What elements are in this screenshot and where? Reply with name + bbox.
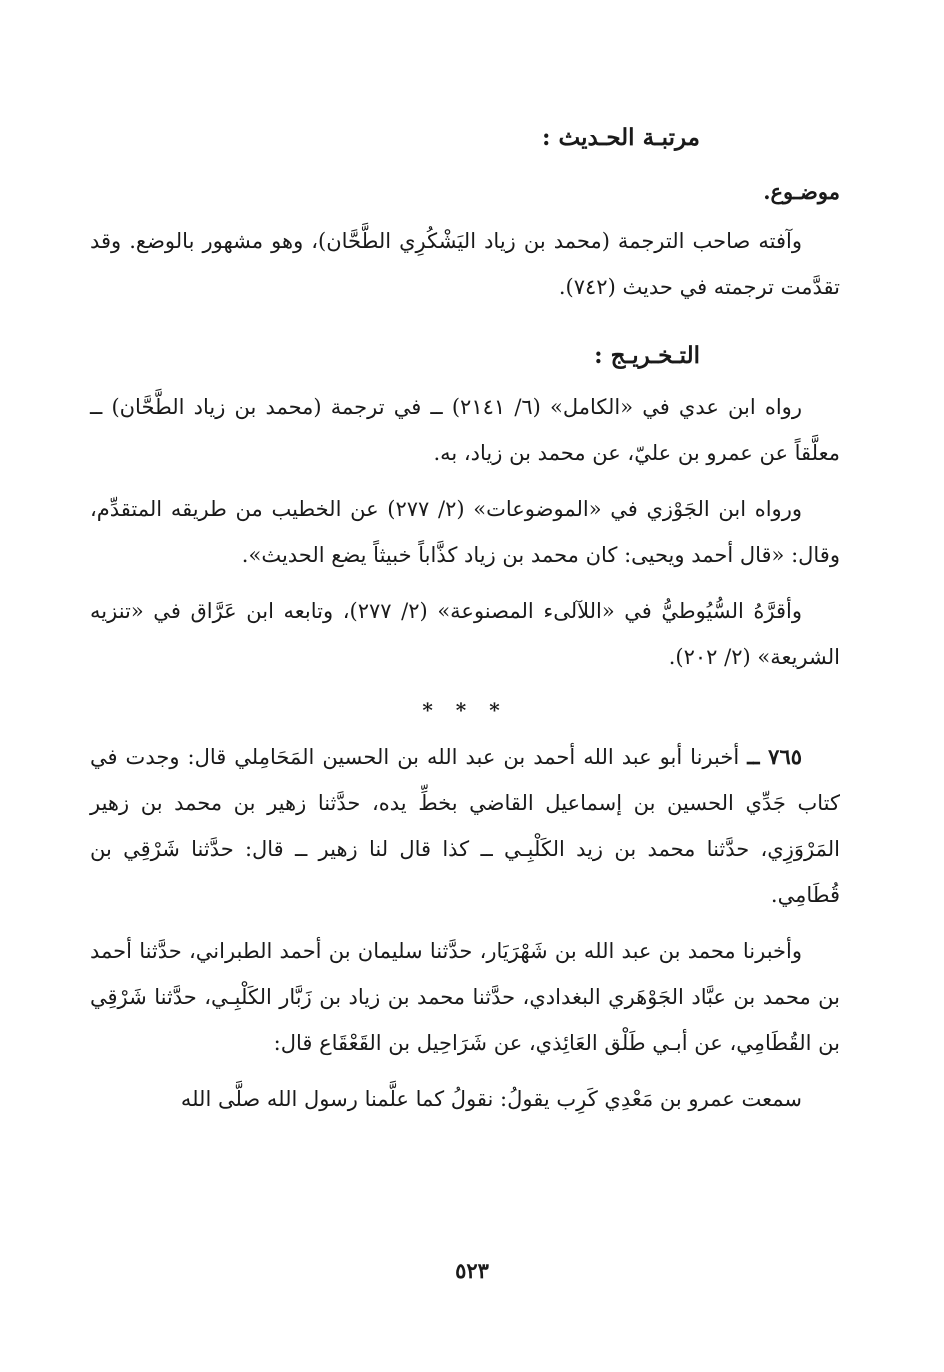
rank-value: موضـوع. xyxy=(763,179,840,204)
section-separator: * * * xyxy=(422,698,508,722)
hadith-paragraph-1 xyxy=(90,734,840,918)
hadith-paragraph-1-text: أخبرنا أبو عبد الله أحمد بن عبد الله بن الحسين المَحَامِلي قال: وجدت في كتاب جَدِّي الحسين بن إسماعيل القاضي بخطِّ يده، حدَّثنا زهير بن محمد بن زهير المَرْوَزِي، حدَّثنا محمد بن زيد الكَلْبِـي ــ كذا قال لنا زهير ــ قال: حدَّثنا شَرْقِي بن قُطَامِي. xyxy=(90,745,840,907)
rank-text: وآفته صاحب الترجمة (محمد بن زياد اليَشْكُرِي الطَّحَّان)، وهو مشهور بالوضع. وقد تقدَّمت ترجمته في حديث (٧٤٢). xyxy=(90,229,840,299)
rank-heading: مرتبـة الحـديث : xyxy=(542,124,700,151)
hadith-paragraph-3: سمعت عمرو بن مَعْدِي كَرِب يقولُ: نقولُ كما علَّمنا رسول الله صلَّى الله xyxy=(180,1087,802,1111)
takhrij-paragraph-3: وأقرَّهُ السُّيُوطيُّ في «اللآلىء المصنوعة» (٢/ ٢٧٧)، وتابعه ابن عَرَّاق في «تنزيه الشريعة» (٢/ ٢٠٢). xyxy=(90,599,840,669)
hadith-number: ٧٦٥ ــ xyxy=(747,744,803,769)
takhrij-paragraph-2: ورواه ابن الجَوْزي في «الموضوعات» (٢/ ٢٧٧) عن الخطيب من طريقه المتقدِّم، وقال: «قال أحمد ويحيى: كان محمد بن زياد كذَّاباً خبيثاً يضع الحديث». xyxy=(90,497,840,567)
takhrij-heading: التـخـريـج : xyxy=(594,342,700,369)
page-number: ٥٢٣ xyxy=(455,1258,489,1283)
page-body xyxy=(90,110,840,1132)
takhrij-paragraph-1: رواه ابن عدي في «الكامل» (٦/ ٢١٤١) ــ في ترجمة (محمد بن زياد الطَّحَّان) ــ معلَّقاً عن عمرو بن عليّ، عن محمد بن زياد، به. xyxy=(90,395,840,465)
hadith-paragraph-2: وأخبرنا محمد بن عبد الله بن شَهْرَيَار، حدَّثنا سليمان بن أحمد الطبراني، حدَّثنا أحمد بن محمد بن عبَّاد الجَوْهَري البغدادي، حدَّثنا محمد بن زياد بن زَبَّار الكَلْبِـي، حدَّثنا شَرْقِي بن القُطَامِي، عن أبـي طَلْق العَائِذي، عن شَرَاحِيل بن القَعْقَاع قال: xyxy=(90,939,840,1055)
